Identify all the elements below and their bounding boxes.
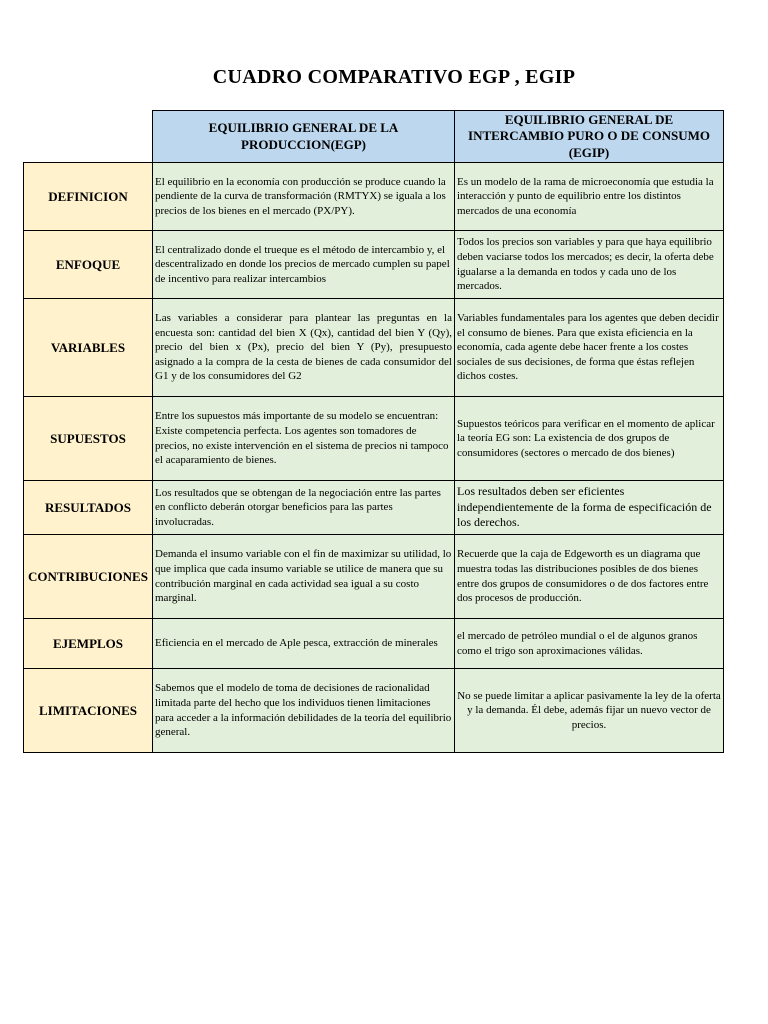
- cell-egip-variables: Variables fundamentales para los agentes que deben decidir el consumo de bienes. Para que exista eficiencia en la economía, cada agente debe hacer frente a los costes sociales de sus decisiones, de forma que éstas reflejen dichos costes.: [455, 299, 724, 397]
- corner-cell: [24, 111, 153, 163]
- cell-egp-variables: Las variables a considerar para plantear las preguntas en la encuesta son: cantidad del bien X (Qx), cantidad del bien Y (Qy), precio del bien x (Px), precio del bien Y (Py), presupuesto asignado a la compra de la cesta de bienes de cada consumidor del G1 y de los consumidores del G2: [153, 299, 455, 397]
- row-label-definicion: DEFINICION: [24, 163, 153, 231]
- row-label-ejemplos: EJEMPLOS: [24, 619, 153, 669]
- page-title: CUADRO COMPARATIVO EGP , EGIP: [212, 66, 576, 88]
- table-row: [24, 669, 724, 753]
- row-label-variables: VARIABLES: [24, 299, 153, 397]
- table-row: [24, 231, 724, 299]
- comparison-table: [23, 110, 724, 753]
- row-label-supuestos: SUPUESTOS: [24, 397, 153, 481]
- table-row: [24, 397, 724, 481]
- row-label-enfoque: ENFOQUE: [24, 231, 153, 299]
- row-label-contribuciones: CONTRIBUCIONES: [24, 535, 153, 619]
- row-label-limitaciones: LIMITACIONES: [24, 669, 153, 753]
- cell-egip-resultados: Los resultados deben ser eficientes independientemente de la forma de especificación de los derechos.: [455, 481, 724, 535]
- cell-egp-definicion: El equilibrio en la economía con producción se produce cuando la pendiente de la curva de transformación (RMTYX) se iguala a los precios de los bienes en el mercado (PX/PY).: [153, 163, 455, 231]
- table-row: [24, 299, 724, 397]
- column-header-egip: EQUILIBRIO GENERAL DE INTERCAMBIO PURO O DE CONSUMO (EGIP): [455, 111, 724, 163]
- cell-egip-ejemplos: el mercado de petróleo mundial o el de algunos granos como el trigo son aproximaciones válidas.: [455, 619, 724, 669]
- cell-egp-supuestos: Entre los supuestos más importante de su modelo se encuentran: Existe competencia perfecta. Los agentes son tomadores de precios, no existe intervención en el sistema de precios ni tampoco el acaparamiento de bienes.: [153, 397, 455, 481]
- cell-egip-enfoque: Todos los precios son variables y para que haya equilibrio deben vaciarse todos los mercados; es decir, la oferta debe igualarse a la demanda en todos y cada uno de los mercados.: [455, 231, 724, 299]
- cell-egp-resultados: Los resultados que se obtengan de la negociación entre las partes en conflicto deberán otorgar beneficios para las partes involucradas.: [153, 481, 455, 535]
- cell-egp-enfoque: El centralizado donde el trueque es el método de intercambio y, el descentralizado en donde los precios de mercado cumplen su papel de incentivo para realizar intercambios: [153, 231, 455, 299]
- cell-egp-limitaciones: Sabemos que el modelo de toma de decisiones de racionalidad limitada parte del hecho que los individuos tienen limitaciones para acceder a la información debilidades de la teoría del equilibrio general.: [153, 669, 455, 753]
- cell-egp-ejemplos: Eficiencia en el mercado de Aple pesca, extracción de minerales: [153, 619, 455, 669]
- table-row: [24, 619, 724, 669]
- table-header-row: [24, 111, 724, 163]
- cell-egp-contribuciones: Demanda el insumo variable con el fin de maximizar su utilidad, lo que implica que cada insumo variable se utilice de manera que su contribución marginal en cada actividad sea igual a su costo marginal.: [153, 535, 455, 619]
- cell-egip-contribuciones: Recuerde que la caja de Edgeworth es un diagrama que muestra todas las distribuciones posibles de dos bienes entre dos grupos de consumidores o de dos factores entre dos procesos de producción.: [455, 535, 724, 619]
- cell-egip-supuestos: Supuestos teóricos para verificar en el momento de aplicar la teoría EG son: La existencia de dos grupos de consumidores (sectores o mercado de dos bienes): [455, 397, 724, 481]
- column-header-egp: EQUILIBRIO GENERAL DE LA PRODUCCION(EGP): [153, 111, 455, 163]
- cell-egip-limitaciones: No se puede limitar a aplicar pasivamente la ley de la oferta y la demanda. Él debe, además fijar un nuevo vector de precios.: [455, 669, 724, 753]
- row-label-resultados: RESULTADOS: [24, 481, 153, 535]
- table-row: [24, 535, 724, 619]
- table-row: [24, 163, 724, 231]
- table-row: [24, 481, 724, 535]
- cell-egip-definicion: Es un modelo de la rama de microeconomía que estudia la interacción y punto de equilibrio entre los distintos mercados de una economía: [455, 163, 724, 231]
